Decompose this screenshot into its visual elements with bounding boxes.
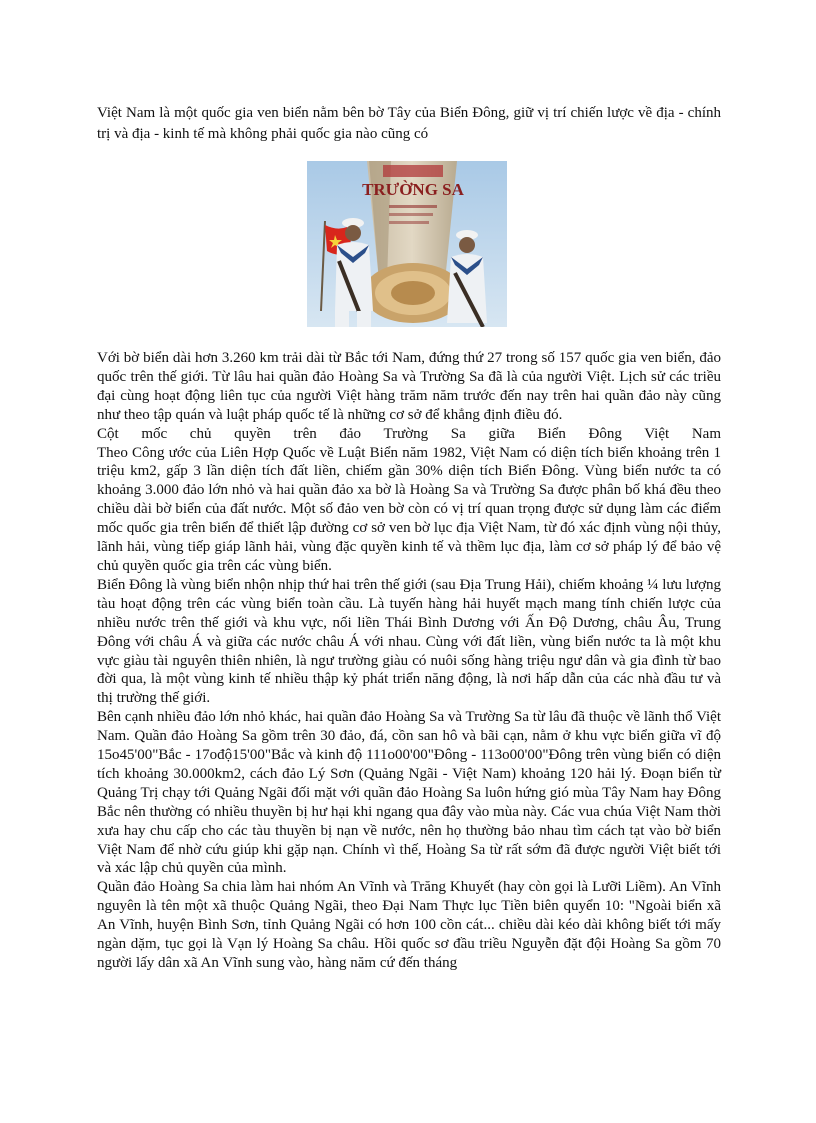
paragraph-unclos: Theo Công ước của Liên Hợp Quốc về Luật Biển năm 1982, Việt Nam có diện tích biển khoảng trên 1 triệu km2, gấp 3 lần diện tích đất liền, chiếm gần 30% diện tích Biển Đông. Vùng biển nước ta có khoảng 3.000 đảo lớn nhỏ và hai quần đảo xa bờ là Hoàng Sa và Trường Sa được phân bố khá đều theo chiều dài bờ biển của đất nước. Một số đảo ven bờ còn có vị trí quan trọng được sử dụng làm các điểm mốc quốc gia trên biển để thiết lập đường cơ sở ven bờ lục địa Việt Nam, từ đó xác định vùng nội thủy, lãnh hải, vùng tiếp giáp lãnh hải, vùng đặc quyền kinh tế và thềm lục địa, làm cơ sở pháp lý để bảo vệ chủ quyền quốc gia trên các vùng biển.	[97, 444, 721, 574]
article-body	[97, 349, 721, 973]
paragraph-coastline: Với bờ biển dài hơn 3.260 km trải dài từ Bắc tới Nam, đứng thứ 27 trong số 157 quốc gia ven biển, đảo quốc trên thế giới. Từ lâu hai quần đảo Hoàng Sa và Trường Sa đã là của người Việt. Lịch sử các triều đại cùng hoạt động liên tục của người Việt hàng trăm năm trước đến nay trên hai quần đảo này cũng như theo tập quán và luật pháp quốc tế là những cơ sở để khẳng định điều đó.	[97, 350, 721, 423]
paragraph-hoang-sa: Bên cạnh nhiều đảo lớn nhỏ khác, hai quần đảo Hoàng Sa và Trường Sa từ lâu đã thuộc về lãnh thổ Việt Nam. Quần đảo Hoàng Sa gồm trên 30 đảo, đá, cồn san hô và bãi cạn, nằm ở khu vực biển giữa vĩ độ 15o45'00"Bắc - 17ođộ15'00"Bắc và kinh độ 111o00'00"Đông - 113o00'00"Đông trên vùng biển có diện tích khoảng 30.000km2, cách đảo Lý Sơn (Quảng Ngãi - Việt Nam) khoảng 120 hải lý. Đoạn biển từ Quảng Trị chạy tới Quảng Ngãi đối mặt với quần đảo Hoàng Sa luôn hứng gió mùa Tây Nam hay Đông Bắc nên thường có nhiều thuyền bị hư hại khi ngang qua đây vào mùa này. Các vua chúa Việt Nam thời xưa hay chu cấp cho các tàu thuyền bị nạn về nước, nên họ thường bảo nhau tìm cách tạt vào bờ biển Việt Nam để nhờ cứu giúp khi gặp nạn. Chính vì thế, Hoàng Sa từ rất sớm đã được người Việt biết tới và xác lập chủ quyền của mình.	[97, 709, 721, 877]
monument-sign: TRƯỜNG SA	[362, 180, 464, 199]
paragraph-an-vinh: Quần đảo Hoàng Sa chia làm hai nhóm An Vĩnh và Trăng Khuyết (hay còn gọi là Lưỡi Liềm). An Vĩnh nguyên là tên một xã thuộc Quảng Ngãi, theo Đại Nam Thực lục Tiền biên quyển 10: "Ngoài biển xã An Vĩnh, huyện Bình Sơn, tỉnh Quảng Ngãi có hơn 100 cồn cát... chiều dài kéo dài không biết tới mấy ngàn dặm, tục gọi là Vạn lý Hoàng Sa châu. Hồi quốc sơ đầu triều Nguyễn đặt đội Hoàng Sa gồm 70 người lấy dân xã An Vĩnh sung vào, hàng năm cứ đến tháng	[97, 879, 721, 971]
intro-paragraph: Việt Nam là một quốc gia ven biển nằm bên bờ Tây của Biển Đông, giữ vị trí chiến lược về địa - chính trị và địa - kinh tế mà không phải quốc gia nào cũng có	[97, 105, 721, 142]
photo-caption: Cột mốc chủ quyền trên đảo Trường Sa giữa Biển Đông Việt Nam	[97, 425, 721, 442]
paragraph-east-sea: Biển Đông là vùng biển nhộn nhịp thứ hai trên thế giới (sau Địa Trung Hải), chiếm khoảng ¼ lưu lượng tàu hoạt động trên các vùng biển toàn cầu. Là tuyến hàng hải huyết mạch mang tính chiến lược của nhiều nước trên thế giới và khu vực, nối liền Thái Bình Dương với Ấn Độ Dương, châu Âu, Trung Đông với châu Á và giữa các nước châu Á với nhau. Cùng với đất liền, vùng biển nước ta là một khu vực giàu tài nguyên thiên nhiên, là ngư trường giàu có nuôi sống hàng triệu ngư dân và gia đình từ bao đời qua, là một vùng kinh tế nhiều thập kỷ phát triển năng động, là nơi hấp dẫn của các nhà đầu tư và thị trường thế giới.	[97, 576, 721, 707]
truong-sa-photo	[307, 161, 507, 327]
